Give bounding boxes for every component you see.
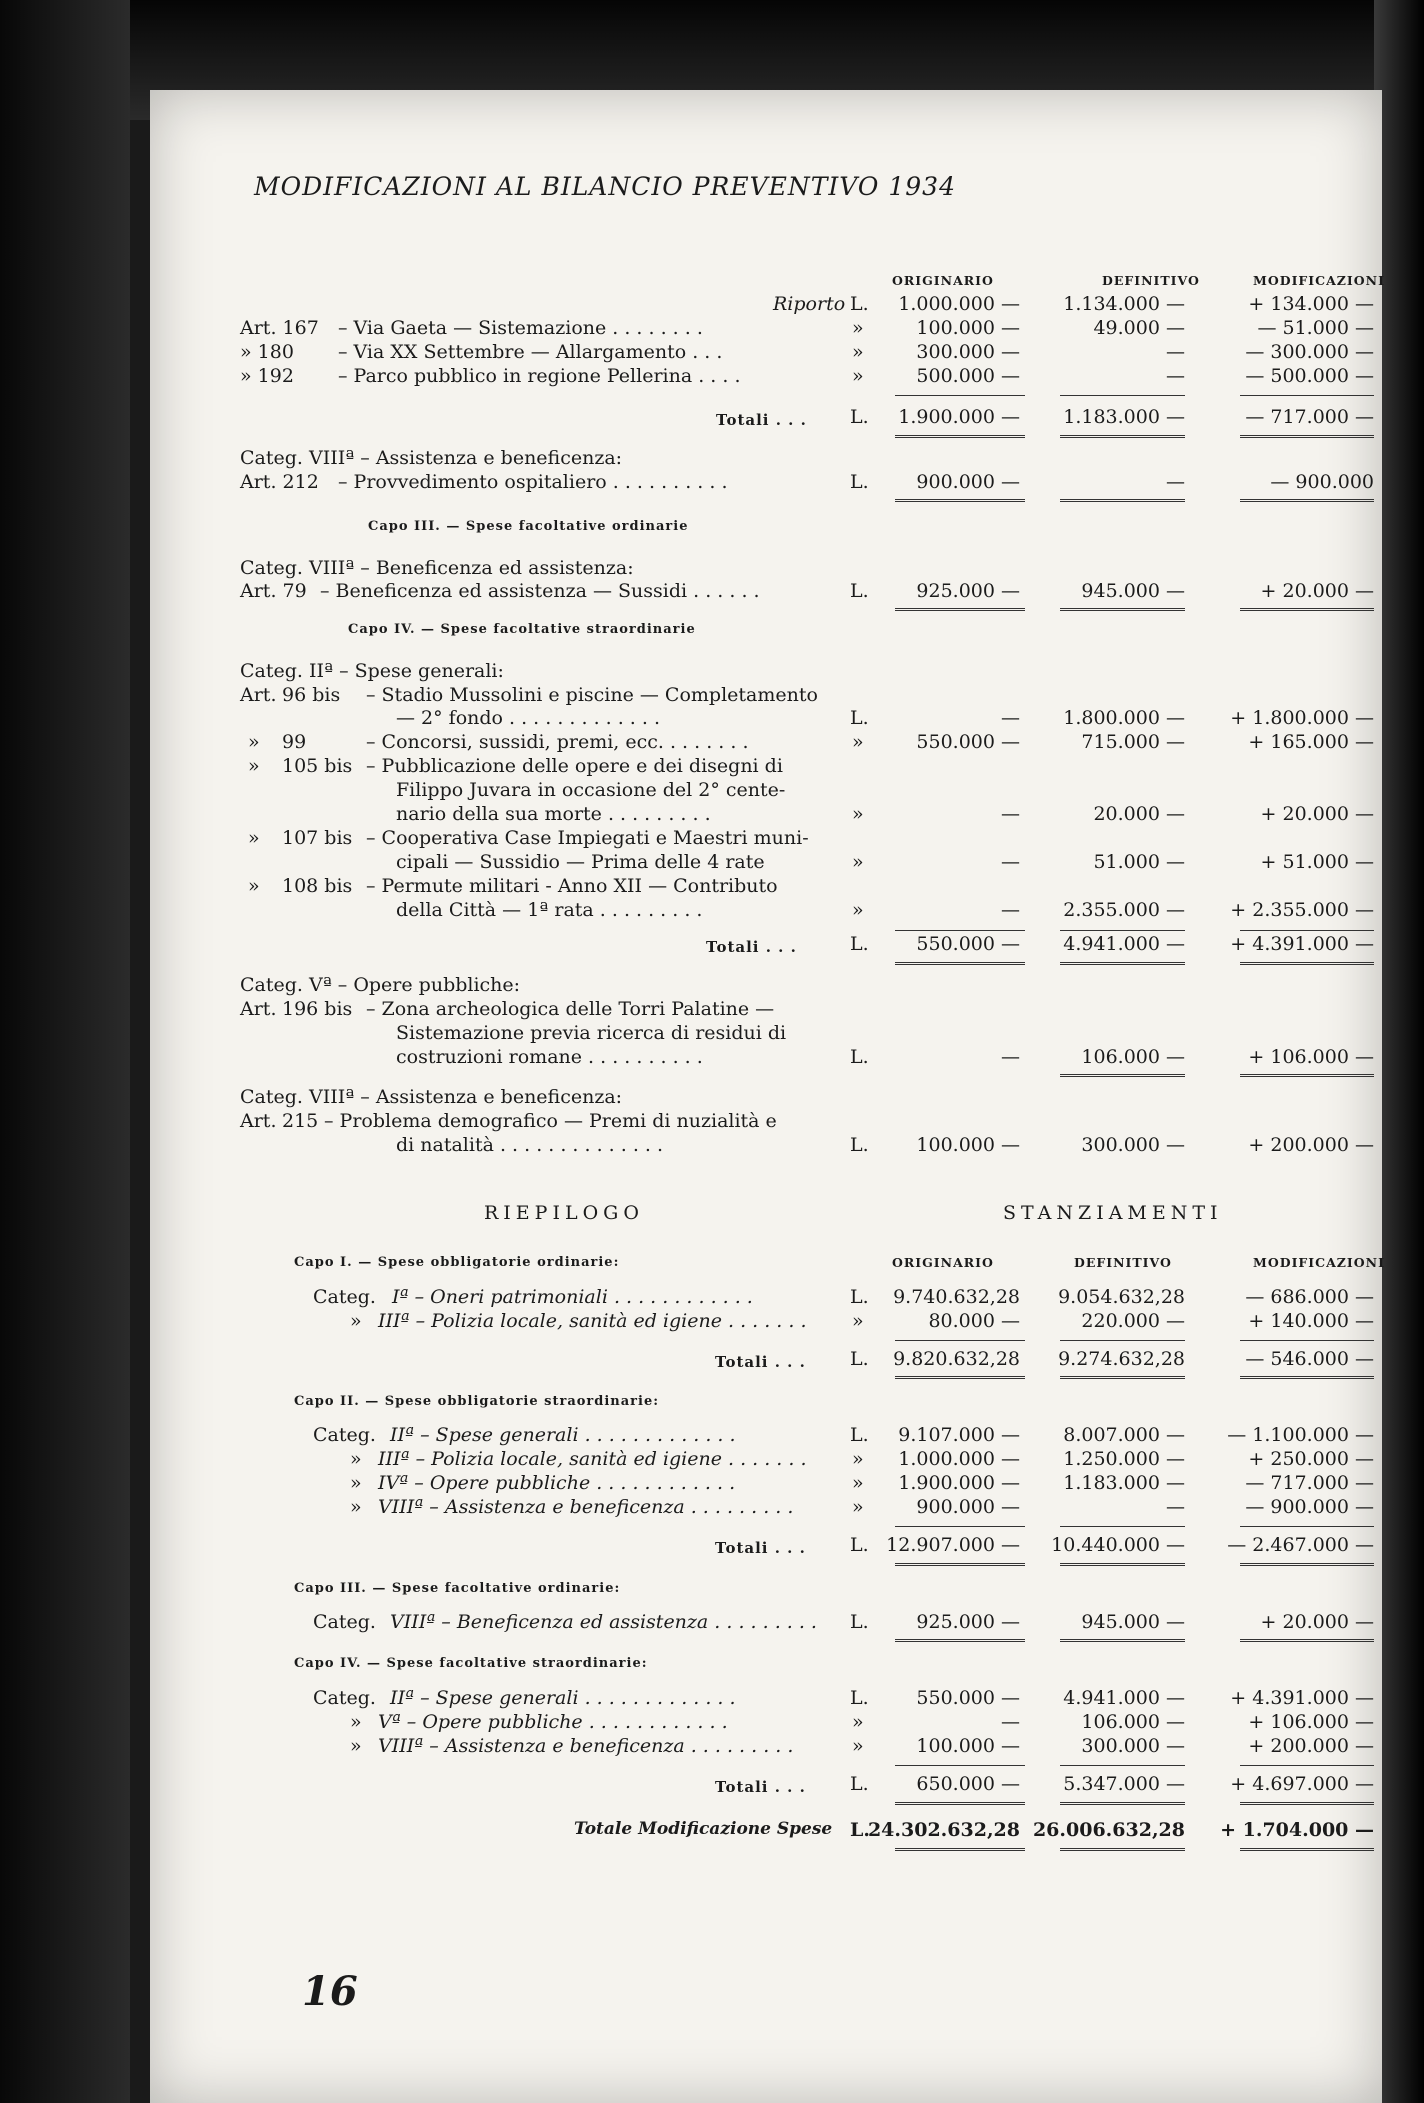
row-desc: – Via XX Settembre — Allargamento . . . (338, 341, 723, 363)
row-cur: L. (850, 471, 869, 493)
row-mod: — 500.000 — (1245, 365, 1374, 387)
r-lead: Categ. (313, 1424, 376, 1446)
riporto-cur: L. (850, 293, 869, 315)
row-cur: L. (850, 580, 869, 602)
r-mod: + 140.000 — (1248, 1310, 1374, 1332)
r-cur: L. (850, 1286, 869, 1308)
double-rule (1060, 499, 1185, 502)
r-cur: L. (850, 1687, 869, 1709)
double-rule (895, 1639, 1025, 1642)
row-desc: – Via Gaeta — Sistemazione . . . . . . . . (338, 317, 703, 339)
line-num: 108 bis (282, 875, 353, 897)
categ-heading: Categ. VIIIª – Beneficenza ed assistenza: (240, 557, 634, 579)
r-mod: + 250.000 — (1248, 1448, 1374, 1470)
rule (895, 1526, 1025, 1527)
line-def: 106.000 — (1081, 1046, 1185, 1068)
rule (1240, 395, 1374, 396)
r-def: 9.054.632,28 (1058, 1286, 1185, 1308)
line-def: 2.355.000 — (1063, 899, 1185, 921)
line-mod: + 165.000 — (1248, 731, 1374, 753)
row-mod: + 20.000 — (1260, 580, 1374, 602)
line-mod: + 1.800.000 — (1230, 707, 1374, 729)
line-orig: — (1001, 851, 1020, 873)
line-art: » (248, 875, 260, 897)
rule (1060, 1526, 1185, 1527)
totali-def: 10.440.000 — (1051, 1534, 1185, 1556)
line-cur: L. (850, 707, 869, 729)
totali-def: 4.941.000 — (1063, 933, 1185, 955)
line-num: 96 bis (282, 684, 341, 706)
line-num: 196 bis (282, 998, 353, 1020)
row-orig: 300.000 — (916, 341, 1020, 363)
rule (1060, 930, 1185, 931)
r-lead: » (350, 1310, 362, 1332)
line-desc: – Concorsi, sussidi, premi, ecc. . . . . . . . (366, 731, 749, 753)
row-def: — (1166, 341, 1185, 363)
r-cur: » (852, 1711, 864, 1733)
rule (895, 395, 1025, 396)
r-cat: Vª – Opere pubbliche . . . . . . . . . . . . (378, 1711, 728, 1733)
totali-cur: L. (850, 406, 869, 428)
categ-heading: Categ. VIIIª – Assistenza e beneficenza: (240, 1086, 623, 1108)
r-orig: 1.900.000 — (898, 1472, 1020, 1494)
line-mod: + 51.000 — (1260, 851, 1374, 873)
totali-label: Totali . . . (715, 1353, 806, 1371)
line-orig: 100.000 — (916, 1134, 1020, 1156)
riporto-label: Riporto (773, 293, 846, 315)
r-def: 8.007.000 — (1063, 1424, 1185, 1446)
grand-total-label: Totale Modificazione Spese (574, 1819, 833, 1839)
double-rule (1240, 1563, 1374, 1566)
line-mod: + 106.000 — (1248, 1046, 1374, 1068)
row-art: Art. 167 (240, 317, 319, 339)
totali-label: Totali . . . (716, 411, 807, 429)
double-rule (1060, 1074, 1185, 1077)
page-title: MODIFICAZIONI AL BILANCIO PREVENTIVO 1934 (254, 172, 956, 201)
r-def: 4.941.000 — (1063, 1687, 1185, 1709)
r-cur: » (852, 1448, 864, 1470)
totali-cur: L. (850, 1348, 869, 1370)
line-orig: — (1001, 707, 1020, 729)
r-cur: » (852, 1472, 864, 1494)
double-rule (1240, 499, 1374, 502)
totali-cur: L. (850, 1534, 869, 1556)
r-cat: Iª – Oneri patrimoniali . . . . . . . . . . . . (392, 1286, 753, 1308)
riep-capo3: Capo III. — Spese facoltative ordinarie: (294, 1581, 621, 1596)
riep-capo1: Capo I. — Spese obbligatorie ordinarie: (294, 1255, 620, 1270)
row-orig: 900.000 — (916, 471, 1020, 493)
double-rule (1060, 1563, 1185, 1566)
r-orig: 9.740.632,28 (893, 1286, 1020, 1308)
double-rule (1240, 1802, 1374, 1805)
row-orig: 500.000 — (916, 365, 1020, 387)
line-desc: di natalità . . . . . . . . . . . . . . (396, 1134, 664, 1156)
line-desc: – Stadio Mussolini e piscine — Completamento (366, 684, 818, 706)
rule (895, 1340, 1025, 1341)
double-rule (1240, 608, 1374, 611)
rule (1240, 930, 1374, 931)
stanziamenti-title: STANZIAMENTI (1003, 1202, 1223, 1224)
grand-total-mod: + 1.704.000 — (1220, 1819, 1374, 1841)
double-rule (1060, 1376, 1185, 1379)
col-originario: ORIGINARIO (892, 1255, 994, 1270)
line-desc: – Zona archeologica delle Torri Palatine — (366, 998, 775, 1020)
totali-def: 9.274.632,28 (1058, 1348, 1185, 1370)
line-art: Art. (240, 684, 277, 706)
capo3-title: Capo III. — Spese facoltative ordinarie (368, 519, 689, 534)
totali-orig: 1.900.000 — (898, 406, 1020, 428)
r-cat: IIIª – Polizia locale, sanità ed igiene . . . . . . . (378, 1310, 807, 1332)
line-num: 99 (282, 731, 307, 753)
line-orig: 550.000 — (916, 731, 1020, 753)
row-cur: » (852, 341, 864, 363)
line-num: 215 (282, 1110, 319, 1132)
double-rule (895, 608, 1025, 611)
grand-total-orig: 24.302.632,28 (867, 1819, 1020, 1841)
rule (1240, 1340, 1374, 1341)
double-rule (1240, 962, 1374, 965)
rule (895, 1765, 1025, 1766)
rule (1240, 1765, 1374, 1766)
riep-capo2: Capo II. — Spese obbligatorie straordinarie: (294, 1394, 660, 1409)
totali-mod: — 546.000 — (1245, 1348, 1374, 1370)
row-desc: – Parco pubblico in regione Pellerina . . . . (338, 365, 741, 387)
row-orig: 100.000 — (916, 317, 1020, 339)
totali-def: 1.183.000 — (1063, 406, 1185, 428)
r-cat: IIª – Spese generali . . . . . . . . . . . . . (390, 1687, 736, 1709)
double-rule (1240, 1848, 1374, 1851)
line-mod: + 20.000 — (1260, 803, 1374, 825)
double-rule (1240, 1639, 1374, 1642)
line-mod: + 200.000 — (1248, 1134, 1374, 1156)
line-desc: Sistemazione previa ricerca di residui di (396, 1022, 787, 1044)
totali-orig: 550.000 — (916, 933, 1020, 955)
row-orig: 925.000 — (916, 580, 1020, 602)
double-rule (895, 1563, 1025, 1566)
totali-orig: 12.907.000 — (886, 1534, 1020, 1556)
line-art: Art. (240, 1110, 277, 1132)
rule (1060, 395, 1185, 396)
r-cat: IIIª – Polizia locale, sanità ed igiene . . . . . . . (378, 1448, 807, 1470)
r-cat: IIª – Spese generali . . . . . . . . . . . . . (390, 1424, 736, 1446)
row-art: Art. 79 (240, 580, 307, 602)
line-desc: — 2° fondo . . . . . . . . . . . . . (396, 707, 661, 729)
riporto-mod: + 134.000 — (1248, 293, 1374, 315)
line-art: Art. (240, 998, 277, 1020)
r-orig: 80.000 — (928, 1310, 1020, 1332)
col-modificazioni: MODIFICAZIONI (1253, 273, 1385, 288)
rule (1240, 1526, 1374, 1527)
r-def: — (1166, 1496, 1185, 1518)
totali-label: Totali . . . (715, 1539, 806, 1557)
r-lead: Categ. (313, 1611, 376, 1633)
totali-def: 5.347.000 — (1063, 1773, 1185, 1795)
line-desc: – Pubblicazione delle opere e dei disegni di (366, 755, 783, 777)
r-def: 1.250.000 — (1063, 1448, 1185, 1470)
line-num: 105 bis (282, 755, 353, 777)
rule (1060, 1340, 1185, 1341)
line-num: 107 bis (282, 827, 353, 849)
line-desc: cipali — Sussidio — Prima delle 4 rate (396, 851, 765, 873)
r-orig: 1.000.000 — (898, 1448, 1020, 1470)
line-desc: Filippo Juvara in occasione del 2° cente- (396, 779, 786, 801)
r-orig: 100.000 — (916, 1735, 1020, 1757)
line-mod: + 2.355.000 — (1230, 899, 1374, 921)
totali-label: Totali . . . (715, 1778, 806, 1796)
page-number: 16 (302, 1968, 358, 2015)
row-art: Art. 212 (240, 471, 319, 493)
double-rule (895, 1802, 1025, 1805)
r-cur: » (852, 1310, 864, 1332)
r-mod: — 686.000 — (1245, 1286, 1374, 1308)
totali-mod: + 4.697.000 — (1230, 1773, 1374, 1795)
double-rule (1240, 435, 1374, 438)
r-orig: 925.000 — (916, 1611, 1020, 1633)
line-def: 20.000 — (1093, 803, 1185, 825)
line-cur: » (852, 851, 864, 873)
totali-mod: + 4.391.000 — (1230, 933, 1374, 955)
categ-heading: Categ. Vª – Opere pubbliche: (240, 974, 521, 996)
row-cur: » (852, 365, 864, 387)
r-lead: Categ. (313, 1687, 376, 1709)
double-rule (1240, 1376, 1374, 1379)
line-desc: nario della sua morte . . . . . . . . . (396, 803, 711, 825)
r-orig: 9.107.000 — (898, 1424, 1020, 1446)
line-cur: L. (850, 1134, 869, 1156)
r-def: 945.000 — (1081, 1611, 1185, 1633)
double-rule (1060, 1639, 1185, 1642)
row-art: » 180 (240, 341, 294, 363)
categ-heading: Categ. VIIIª – Assistenza e beneficenza: (240, 447, 623, 469)
row-desc: – Provvedimento ospitaliero . . . . . . . . . . (338, 471, 728, 493)
r-orig: 900.000 — (916, 1496, 1020, 1518)
r-mod: + 20.000 — (1260, 1611, 1374, 1633)
r-lead: » (350, 1735, 362, 1757)
double-rule (1060, 962, 1185, 965)
double-rule (895, 499, 1025, 502)
double-rule (895, 962, 1025, 965)
double-rule (1240, 1074, 1374, 1077)
double-rule (895, 435, 1025, 438)
document-page (150, 90, 1385, 2103)
double-rule (895, 1376, 1025, 1379)
line-desc: – Cooperativa Case Impiegati e Maestri muni- (366, 827, 809, 849)
line-orig: — (1001, 1046, 1020, 1068)
r-lead: Categ. (313, 1286, 376, 1308)
r-def: 1.183.000 — (1063, 1472, 1185, 1494)
line-def: 1.800.000 — (1063, 707, 1185, 729)
r-orig: 550.000 — (916, 1687, 1020, 1709)
line-cur: » (852, 899, 864, 921)
row-def: 49.000 — (1093, 317, 1185, 339)
r-def: 220.000 — (1081, 1310, 1185, 1332)
col-definitivo: DEFINITIVO (1102, 273, 1200, 288)
col-definitivo: DEFINITIVO (1074, 1255, 1172, 1270)
r-mod: + 106.000 — (1248, 1711, 1374, 1733)
r-cat: VIIIª – Assistenza e beneficenza . . . . . . . . . (378, 1496, 794, 1518)
double-rule (1060, 608, 1185, 611)
totali-cur: L. (850, 933, 869, 955)
scan-shadow-left (0, 0, 130, 2103)
r-cat: VIIIª – Beneficenza ed assistenza . . . . . . . . . (390, 1611, 817, 1633)
r-cur: » (852, 1496, 864, 1518)
line-desc: – Permute militari - Anno XII — Contributo (366, 875, 778, 897)
r-def: 106.000 — (1081, 1711, 1185, 1733)
line-def: 715.000 — (1081, 731, 1185, 753)
double-rule (1060, 1848, 1185, 1851)
rule (895, 930, 1025, 931)
categ-heading: Categ. IIª – Spese generali: (240, 660, 504, 682)
totali-orig: 9.820.632,28 (893, 1348, 1020, 1370)
r-lead: » (350, 1472, 362, 1494)
line-art: » (248, 827, 260, 849)
grand-total-cur: L. (850, 1819, 870, 1841)
totali-cur: L. (850, 1773, 869, 1795)
row-desc: – Beneficenza ed assistenza — Sussidi . . . . . . (320, 580, 760, 602)
r-mod: + 200.000 — (1248, 1735, 1374, 1757)
totali-label: Totali . . . (706, 938, 797, 956)
line-def: 51.000 — (1093, 851, 1185, 873)
rule (1060, 1765, 1185, 1766)
r-lead: » (350, 1448, 362, 1470)
col-originario: ORIGINARIO (892, 273, 994, 288)
line-art: » (248, 731, 260, 753)
r-mod: — 1.100.000 — (1227, 1424, 1374, 1446)
line-cur: » (852, 731, 864, 753)
totali-mod: — 717.000 — (1245, 406, 1374, 428)
capo4-title: Capo IV. — Spese facoltative straordinarie (348, 622, 696, 637)
r-mod: — 900.000 — (1245, 1496, 1374, 1518)
r-cur: L. (850, 1611, 869, 1633)
r-cat: VIIIª – Assistenza e beneficenza . . . . . . . . . (378, 1735, 794, 1757)
line-art: » (248, 755, 260, 777)
riep-capo4: Capo IV. — Spese facoltative straordinarie: (294, 1656, 648, 1671)
row-def: — (1166, 471, 1185, 493)
row-mod: — 300.000 — (1245, 341, 1374, 363)
row-art: » 192 (240, 365, 294, 387)
r-cur: L. (850, 1424, 869, 1446)
riepilogo-title: RIEPILOGO (484, 1202, 644, 1224)
totali-mod: — 2.467.000 — (1227, 1534, 1374, 1556)
r-orig: — (1001, 1711, 1020, 1733)
line-orig: — (1001, 899, 1020, 921)
line-desc: della Città — 1ª rata . . . . . . . . . (396, 899, 703, 921)
line-desc: – Problema demografico — Premi di nuzialità e (324, 1110, 777, 1132)
line-cur: L. (850, 1046, 869, 1068)
line-cur: » (852, 803, 864, 825)
double-rule (895, 1848, 1025, 1851)
r-cat: IVª – Opere pubbliche . . . . . . . . . . . . (378, 1472, 736, 1494)
r-lead: » (350, 1496, 362, 1518)
row-def: — (1166, 365, 1185, 387)
riporto-orig: 1.000.000 — (898, 293, 1020, 315)
grand-total-def: 26.006.632,28 (1032, 1819, 1185, 1841)
row-mod: — 51.000 — (1257, 317, 1374, 339)
r-mod: + 4.391.000 — (1230, 1687, 1374, 1709)
line-desc: costruzioni romane . . . . . . . . . . (396, 1046, 703, 1068)
line-def: 300.000 — (1081, 1134, 1185, 1156)
row-cur: » (852, 317, 864, 339)
r-cur: » (852, 1735, 864, 1757)
double-rule (1060, 1802, 1185, 1805)
row-def: 945.000 — (1081, 580, 1185, 602)
riporto-def: 1.134.000 — (1063, 293, 1185, 315)
r-lead: » (350, 1711, 362, 1733)
line-orig: — (1001, 803, 1020, 825)
totali-orig: 650.000 — (916, 1773, 1020, 1795)
r-mod: — 717.000 — (1245, 1472, 1374, 1494)
row-mod: — 900.000 (1270, 471, 1374, 493)
r-def: 300.000 — (1081, 1735, 1185, 1757)
col-modificazioni: MODIFICAZIONI (1253, 1255, 1385, 1270)
double-rule (1060, 435, 1185, 438)
